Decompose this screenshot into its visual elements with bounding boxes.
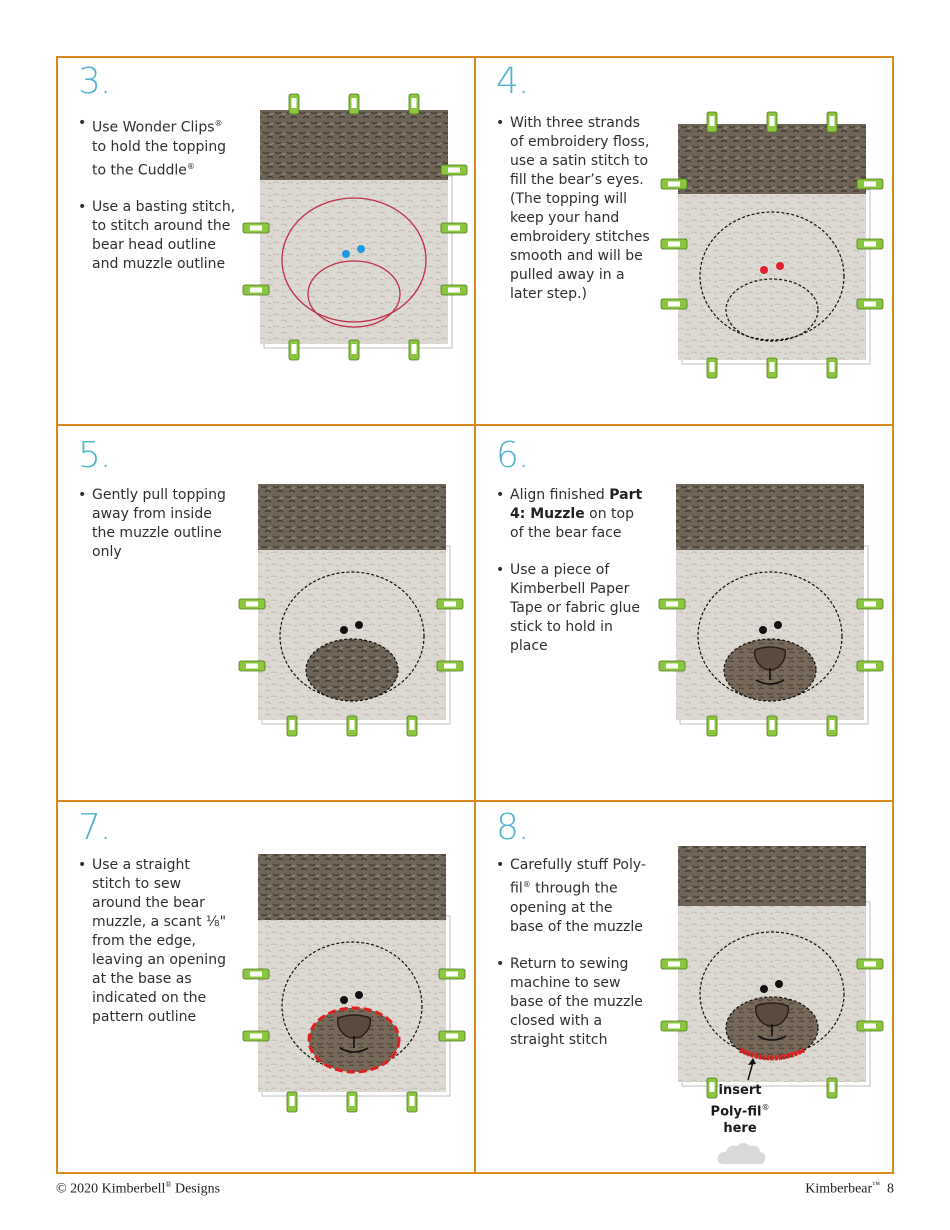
step-number: 7.: [78, 807, 111, 848]
step-instructions: [496, 856, 646, 1068]
eye: [340, 996, 348, 1004]
topping-fabric: [258, 484, 446, 550]
instruction-item: • Use a straight stitch to sew around the bear muzzle, a scant ⅛" from the edge, leaving an opening at the base as indicated on the pattern outline: [78, 856, 230, 1027]
topping-fabric: [678, 846, 866, 906]
grid-divider-row1: [56, 424, 894, 426]
step-number: 5.: [78, 435, 111, 476]
step-instructions: [78, 114, 238, 292]
step-instructions: [78, 486, 238, 580]
eye: [342, 250, 350, 258]
topping-fabric: [678, 124, 866, 194]
instruction-item: • Use Wonder Clips® to hold the topping to the Cuddle®: [78, 114, 238, 180]
instruction-item: • Align finished Part 4: Muzzle on top of the bear face: [496, 486, 646, 543]
eye: [759, 626, 767, 634]
page-number: 8: [887, 1181, 894, 1197]
instruction-item: • Use a basting stitch, to stitch around the bear head outline and muzzle outline: [78, 198, 238, 274]
eye: [355, 621, 363, 629]
eye: [355, 991, 363, 999]
topping-fabric: [260, 110, 448, 180]
copyright-notice: © 2020 Kimberbell® Designs: [56, 1180, 221, 1197]
instruction-item: • With three strands of embroidery floss, use a satin stitch to fill the bear’s eyes. (The topping will keep your hand embroidery stitches smooth and will be pulled away in a later step.): [496, 114, 656, 304]
eye: [340, 626, 348, 634]
instruction-item: • Carefully stuff Poly-fil® through the opening at the base of the muzzle: [496, 856, 646, 937]
eye: [776, 262, 784, 270]
eye: [760, 985, 768, 993]
topping-fabric: [258, 854, 446, 920]
instruction-item: • Return to sewing machine to sew base of the muzzle closed with a straight stitch: [496, 955, 646, 1050]
eye: [774, 621, 782, 629]
polyfil-callout: insert Poly-fil® here: [710, 1083, 770, 1137]
eye: [357, 245, 365, 253]
step-4-illustration: [656, 104, 888, 384]
grid-divider-vertical: [474, 56, 476, 1174]
step-7-illustration: [236, 852, 468, 1114]
instruction-item: • Gently pull topping away from inside the muzzle outline only: [78, 486, 238, 562]
topping-fabric: [676, 484, 864, 550]
grid-divider-row2: [56, 800, 894, 802]
step-instructions: [496, 114, 656, 322]
step-number: 6.: [496, 435, 529, 476]
instruction-item: • Use a piece of Kimberbell Paper Tape or fabric glue stick to hold in place: [496, 561, 646, 656]
step-5-illustration: [236, 484, 468, 742]
step-number: 4.: [496, 61, 529, 102]
eye: [775, 980, 783, 988]
step-number: 8.: [496, 807, 529, 848]
step-3-illustration: [238, 90, 470, 368]
muzzle-opening: [306, 639, 398, 701]
step-6-illustration: [656, 484, 888, 742]
cloud-icon: [716, 1138, 768, 1168]
step-number: 3.: [78, 61, 111, 102]
page-footer-right: Kimberbear™ 8: [805, 1180, 894, 1197]
step-instructions: [496, 486, 646, 674]
step-8-illustration: [656, 844, 888, 1106]
eye: [760, 266, 768, 274]
step-instructions: [78, 856, 230, 1045]
